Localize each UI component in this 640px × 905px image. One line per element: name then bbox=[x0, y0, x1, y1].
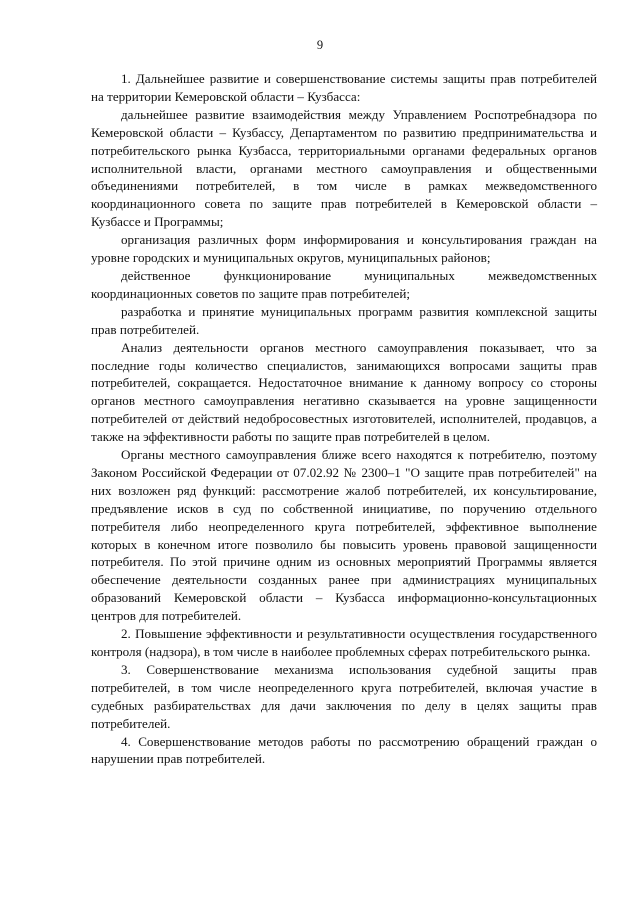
paragraph-section-2: 2. Повышение эффективности и результативности осуществления государственного контроля (надзора), в том числе в наиболее проблемных сферах потребительского рынка. bbox=[91, 626, 597, 659]
paragraph-section-3: 3. Совершенствование механизма использования судебной защиты прав потребителей, в том числе неопределенного круга потребителей, включая участие в судебных разбирательствах для дачи заключения по делу в целях защиты прав потребителей. bbox=[91, 661, 597, 731]
paragraph-local-authorities: Органы местного самоуправления ближе всего находятся к потребителю, поэтому Законом Российской Федерации от 07.02.92 № 2300–1 "О защите прав потребителей" на них возложен ряд функций: рассмотрение жалоб потребителей, их консультирование, предъявление исков в суд по собственной инициативе, по поручению отдельного потребителя либо неопределенного круга потребителей, эффективное выполнение которых в конечном итоге позволило бы повысить уровень правовой защищенности потребителя. По этой причине одним из основных мероприятий Программы является обеспечение деятельности созданных ранее при администрациях муниципальных образований Кемеровской области – Кузбасса информационно-консультационных центров для потребителей. bbox=[91, 447, 597, 624]
paragraph-informing: организация различных форм информирования и консультирования граждан на уровне городских и муниципальных округов, муниципальных районов; bbox=[91, 232, 597, 266]
paragraph-municipal-programs: разработка и принятие муниципальных программ развития комплексной защиты прав потребителей. bbox=[91, 303, 597, 337]
body-text bbox=[91, 70, 597, 768]
paragraph-section-4: 4. Совершенствование методов работы по рассмотрению обращений граждан о нарушении прав потребителей. bbox=[91, 733, 597, 767]
page-number: 9 bbox=[316, 38, 324, 52]
paragraph-councils: действенное функционирование муниципальных межведомственных координационных советов по защите прав потребителей; bbox=[91, 267, 597, 301]
paragraph-section-1: 1. Дальнейшее развитие и совершенствование системы защиты прав потребителей на территории Кемеровской области – Кузбасса: bbox=[91, 71, 597, 104]
paragraph-interaction: дальнейшее развитие взаимодействия между Управлением Роспотребнадзора по Кемеровской области – Кузбассу, Департаментом по развитию предпринимательства и потребительского рынка Кузбасса, территориальными органами федеральных органов исполнительной власти, органами местного самоуправления и общественными объединениями потребителей, в том числе в рамках межведомственного координационного совета по защите прав потребителей в Кемеровской области – Кузбассе и Программы; bbox=[91, 106, 597, 230]
paragraph-analysis: Анализ деятельности органов местного самоуправления показывает, что за последние годы количество специалистов, занимающихся вопросами защиты прав потребителей, сокращается. Недостаточное внимание к данному вопросу со стороны органов местного самоуправления негативно сказывается на уровне защищенности потребителей от действий недобросовестных изготовителей, исполнителей, продавцов, а также на эффективности работы по защите прав потребителей в целом. bbox=[91, 339, 597, 445]
